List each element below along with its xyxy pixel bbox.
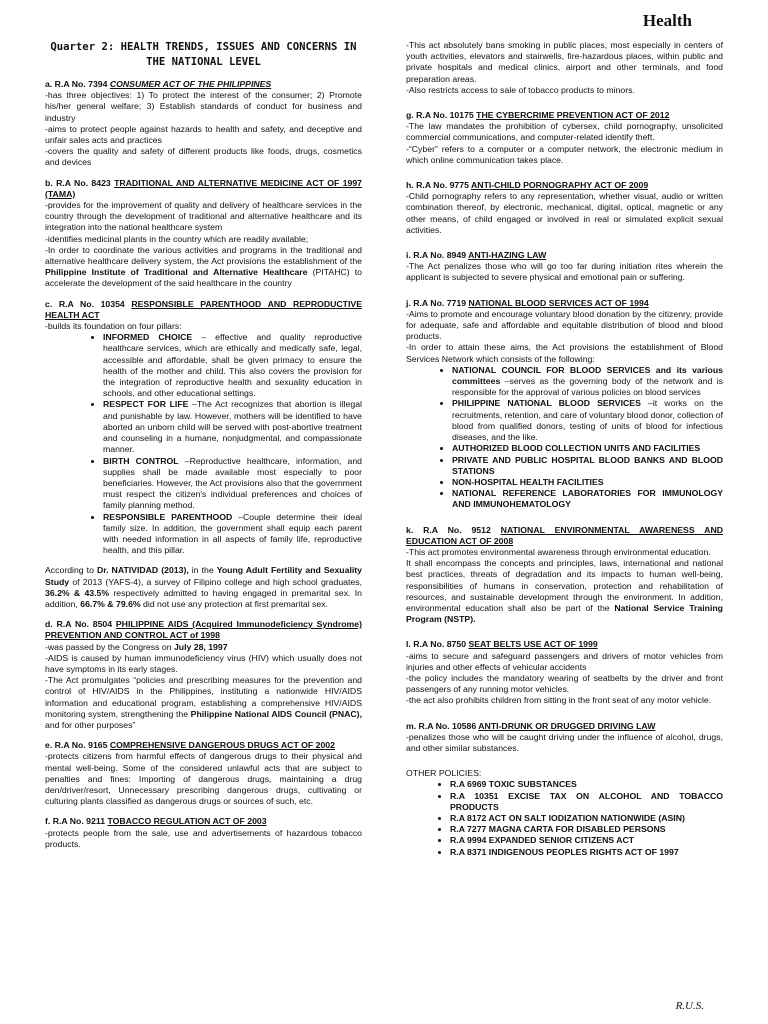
section-g-title: THE CYBERCRIME PREVENTION ACT OF 2012	[476, 110, 670, 121]
list-item	[452, 488, 723, 510]
pillar-name: INFORMED CHOICE	[103, 332, 193, 343]
section-h	[406, 180, 723, 236]
section-j-text: -In order to attain these aims, the Act provisions the establishment of Blood Services Network which consists of the following:	[406, 342, 723, 364]
section-m-text: -penalizes those who will be caught driving under the influence of alcohol, drugs, and other similar substances.	[406, 731, 723, 753]
section-f-text: -Also restricts access to sale of tobacco products to minors.	[406, 84, 635, 95]
study-text: of 2013 (YAFS-4), a survey of Filipino college and high school graduates,	[69, 576, 362, 587]
network-item-name: PHILIPPINE NATIONAL BLOOD SERVICES	[452, 398, 641, 409]
section-l	[406, 639, 723, 706]
section-b-text	[45, 245, 362, 290]
section-e-number: e. R.A No. 9165	[45, 740, 110, 751]
section-l-title: SEAT BELTS USE ACT OF 1999	[468, 639, 598, 650]
list-item	[452, 443, 723, 454]
section-l-text: -the act also prohibits children from sitting in the front seat of any motor vehicle.	[406, 695, 712, 706]
list-item	[103, 399, 362, 455]
section-k-title: NATIONAL ENVIRONMENTAL AWARENESS AND EDUCATION ACT OF 2008	[406, 524, 724, 546]
section-a-number: a. R.A No. 7394	[45, 79, 110, 89]
section-a	[45, 79, 362, 169]
section-i	[406, 250, 723, 284]
section-b-text: -identifies medicinal plants in the country which are readily available;	[45, 233, 309, 244]
section-k-text	[406, 558, 723, 625]
list-item	[452, 477, 723, 488]
section-f-text: -This act absolutely bans smoking in public places, most especially in centers of youth activities, elevators and stairwells, fire-hazardous places, within public and private hospitals and medical clinics, airport and other terminals, and food preparation areas.	[406, 40, 723, 84]
section-d-text-part: -The Act promulgates “policies and prescribing measures for the prevention and control of HIV/AIDS in the Philippines, instituting a nationwide HIV/AIDS information and educational program, establishing a comprehensive HIV/AIDS monitoring system, strengthening the	[45, 675, 362, 719]
section-d-title: PHILIPPINE AIDS (Acquired Immunodeficiency Syndrome) PREVENTION AND CONTROL ACT of 1998	[45, 619, 362, 641]
study-text: did not use any protection at first premarital sex.	[140, 598, 328, 609]
study-name: Young Adult Fertility and Sexuality Study	[45, 565, 363, 587]
section-h-title: ANTI-CHILD PORNOGRAPHY ACT OF 2009	[471, 180, 649, 191]
section-g-text: -The law mandates the prohibition of cybersex, child pornography, unsolicited commercial communications, and computer-related identify theft.	[406, 121, 723, 143]
section-f-number: f. R.A No. 9211	[45, 816, 108, 827]
list-item	[450, 791, 723, 813]
network-item-name: NATIONAL COUNCIL FOR BLOOD SERVICES and its various committees	[452, 364, 723, 387]
other-policies-list	[406, 779, 723, 857]
section-d-text	[45, 675, 362, 731]
section-k	[406, 525, 723, 626]
policy-name: R.A 8172 ACT ON SALT IODIZATION NATIONWIDE (ASIN)	[450, 812, 685, 823]
section-j-title: NATIONAL BLOOD SERVICES ACT OF 1994	[468, 297, 649, 308]
list-item	[452, 398, 723, 443]
study-text: in the	[188, 565, 217, 576]
network-item-name: NATIONAL REFERENCE LABORATORIES FOR IMMUNOLOGY AND IMMUNOHEMATOLOGY	[452, 488, 723, 510]
right-column	[406, 40, 723, 858]
section-c-intro: -builds its foundation on four pillars:	[45, 321, 182, 332]
section-a-title: CONSUMER ACT OF THE PHILIPPINES	[109, 79, 272, 89]
section-m-title: ANTI-DRUNK OR DRUGGED DRIVING LAW	[478, 720, 656, 731]
pillar-text: –Couple determine their ideal family size. In addition, the government shall equip each parent with needed information in all aspects of family life, reproductive health, and this pillar.	[103, 511, 362, 556]
subject-title: Health	[642, 11, 692, 30]
section-k-text-part: It shall encompass the concepts and principles, laws, international and national best practices, threats of degradation and its impacts to human well-being, responsibilities of humans in conservation, protection and rehabilitation of resources, and sustainable development through the environment. In addition, environmental education shall also be part of the	[406, 558, 723, 613]
author-initials: R.U.S.	[675, 1000, 704, 1012]
section-b-text: -provides for the improvement of quality and delivery of healthcare services in the country through the development of traditional and alternative healthcare and its integration into the national healthcare system	[45, 200, 362, 233]
other-policies	[406, 768, 723, 858]
section-b-number: b. R.A No. 8423	[45, 177, 115, 188]
section-g-text: -“Cyber” refers to a computer or a computer network, the electronic medium in which online communication takes place.	[406, 143, 723, 165]
section-k-number: k. R.A No. 9512	[406, 524, 501, 535]
section-d-text: -AIDS is caused by human immunodeficiency virus (HIV) which usually does not have symptoms in its early stages.	[45, 652, 362, 674]
study-stat: 66.7% & 79.6%	[80, 598, 141, 609]
study-author: Dr. NATIVIDAD (2013),	[96, 565, 189, 576]
section-e-text: -protects citizens from harmful effects of dangerous drugs to their physical and mental well-being. Some of the considered unlawful acts that are subject to penalties and fines: Importing of dangerous drugs, maintaining a drug den/driver/resort, Unnecessary prescribing dangerous drugs, cultivating or culturing plants classified as dangerous drugs or sources of such, etc.	[45, 751, 362, 807]
pillar-name: RESPONSIBLE PARENTHOOD	[103, 511, 233, 522]
section-d-text	[45, 642, 362, 653]
quarter-title: Quarter 2: HEALTH TRENDS, ISSUES AND CONCERNS IN THE NATIONAL LEVEL	[50, 41, 357, 68]
list-item	[103, 456, 362, 512]
section-e	[45, 740, 362, 807]
network-item-name: PRIVATE AND PUBLIC HOSPITAL BLOOD BANKS AND BLOOD STATIONS	[452, 454, 723, 476]
section-b-text-part: (PITAHC) to accelerate the development of the said healthcare in the country	[45, 267, 362, 289]
section-c-number: c. R.A No. 10354	[45, 298, 132, 309]
list-item	[450, 835, 723, 846]
study-stat: 36.2% & 43.5%	[45, 587, 110, 598]
list-item	[450, 779, 723, 790]
pillar-text: –Reproductive healthcare, information, and supplies shall be made available most especially to poor beneficiaries. However, the Act provisions also that the government must respect the citizen's individual preferences and choices of family planning method.	[103, 455, 363, 511]
list-item	[452, 365, 723, 399]
nstp-name: National Service Training Program (NSTP).	[406, 602, 723, 625]
section-g	[406, 110, 723, 166]
policy-name: R.A 9994 EXPANDED SENIOR CITIZENS ACT	[450, 835, 635, 846]
section-k-text: -This act promotes environmental awareness through environmental education.	[406, 546, 711, 557]
blood-network-list	[406, 365, 723, 511]
section-f-title: TOBACCO REGULATION ACT OF 2003	[107, 816, 267, 827]
section-a-text: -aims to protect people against hazards to health and safety, and deceptive and unfair sales acts and practices	[45, 123, 362, 146]
section-d-text-part: and for other purposes”	[45, 719, 136, 730]
section-l-text: -the policy includes the mandatory wearing of seatbelts by the driver and front passengers of any running motor vehicles.	[406, 672, 723, 695]
list-item	[450, 813, 723, 824]
pillar-name: RESPECT FOR LIFE	[103, 399, 189, 410]
section-g-number: g. R.A No. 10175	[406, 110, 477, 121]
pillars-list	[45, 332, 362, 556]
section-l-text: -aims to secure and safeguard passengers and drivers of motor vehicles from injuries and other effects of vehicular accidents	[406, 650, 723, 672]
section-i-text: -The Act penalizes those who will go too far during initiation rites wherein the applicant is subjected to severe physical and emotional pain or suffering.	[406, 261, 723, 283]
section-h-text: -Child pornography refers to any representation, whether visual, audio or written combination thereof, by electronic, mechanical, digital, optical, magnetic or any other means, of child engaged or involved in real or simulated explicit sexual activities.	[406, 191, 723, 235]
section-c	[45, 299, 362, 610]
pnac-name: Philippine National AIDS Council (PNAC),	[190, 708, 362, 719]
section-j-number: j. R.A No. 7719	[406, 297, 469, 308]
section-e-title: COMPREHENSIVE DANGEROUS DRUGS ACT OF 2002	[109, 740, 335, 751]
network-item-text: –it works on the recruitments, retention, and care of voluntary blood donor, collection of blood from qualified donors, testing of units of blood for infectious diseases, and the like.	[452, 398, 723, 443]
policy-name: R.A 8371 INDIGENOUS PEOPLES RIGHTS ACT OF 1997	[450, 846, 679, 857]
section-h-number: h. R.A No. 9775	[406, 180, 472, 191]
left-column	[45, 40, 362, 850]
pillar-text: – effective and quality reproductive healthcare services, which are ethically and medically safe, legal, accessible and affordable, shall be given primacy to ensure the health of the mother and child. This also covers the provision for the integration of reproductive health and sexuality education in schools, and other educational settings.	[103, 332, 363, 399]
policy-name: R.A 6969 TOXIC SUBSTANCES	[450, 779, 577, 790]
section-i-title: ANTI-HAZING LAW	[468, 250, 547, 261]
section-c-title: RESPONSIBLE PARENTHOOD AND REPRODUCTIVE HEALTH ACT	[45, 298, 362, 320]
list-item	[450, 847, 723, 858]
other-policies-heading: OTHER POLICIES:	[406, 768, 482, 779]
section-b-institute: Philippine Institute of Traditional and Alternative Healthcare	[45, 267, 308, 278]
section-b-text-part: -In order to coordinate the various activities and programs in the traditional and alternative healthcare delivery system, the Act provisions the establishment of the	[45, 244, 362, 267]
network-item-name: NON-HOSPITAL HEALTH FACILITIES	[452, 476, 604, 487]
list-item	[450, 824, 723, 835]
policy-name: R.A 7277 MAGNA CARTA FOR DISABLED PERSONS	[450, 824, 666, 835]
section-m-number: m. R.A No. 10586	[406, 720, 479, 731]
study-text: respectively admitted to having engaged in premarital sex. In addition,	[45, 587, 362, 609]
network-item-text: –serves as the governing body of the network and is responsible for the approval of various policies on blood services	[452, 376, 723, 398]
pillar-name: BIRTH CONTROL	[103, 455, 179, 466]
passed-date: July 28, 1997	[173, 641, 228, 652]
section-b	[45, 178, 362, 290]
section-i-number: i. R.A No. 8949	[406, 250, 469, 261]
list-item	[103, 512, 362, 557]
study-paragraph	[45, 565, 362, 610]
list-item	[103, 332, 362, 399]
section-d	[45, 619, 362, 731]
study-text: According to	[45, 565, 97, 576]
policy-name: R.A 10351 EXCISE TAX ON ALCOHOL AND TOBACCO PRODUCTS	[450, 790, 723, 812]
section-m	[406, 721, 723, 755]
section-f-text: -protects people from the sale, use and advertisements of hazardous tobacco products.	[45, 827, 362, 849]
section-f	[45, 816, 362, 850]
section-a-text: -covers the quality and safety of different products like foods, drugs, cosmetics and devices	[45, 146, 362, 168]
section-a-text: -has three objectives: 1) To protect the interest of the consumer; 2) Promote his/her general welfare; 3) Establish standards of conduct for business and industry	[45, 90, 362, 123]
section-j-text: -Aims to promote and encourage voluntary blood donation by the citizenry, provide for adequate, safe and affordable and equitable distribution of blood and blood products.	[406, 308, 723, 342]
section-d-number: d. R.A No. 8504	[45, 619, 116, 630]
network-item-name: AUTHORIZED BLOOD COLLECTION UNITS AND FACILITIES	[452, 443, 701, 454]
section-j	[406, 298, 723, 511]
pillar-text: –The Act recognizes that abortion is illegal and punishable by law. However, mothers will be identified to have aborted an unborn child will be served with post-abortive treatment and counseling in a humane, nonjudgmental, and compassionate manner.	[103, 399, 362, 455]
section-l-number: l. R.A No. 8750	[406, 639, 469, 650]
section-d-text-part: -was passed by the Congress on	[45, 641, 174, 652]
section-f-continued	[406, 40, 723, 96]
list-item	[452, 455, 723, 477]
section-b-title: TRADITIONAL AND ALTERNATIVE MEDICINE ACT OF 1997 (TAMA)	[45, 177, 362, 199]
